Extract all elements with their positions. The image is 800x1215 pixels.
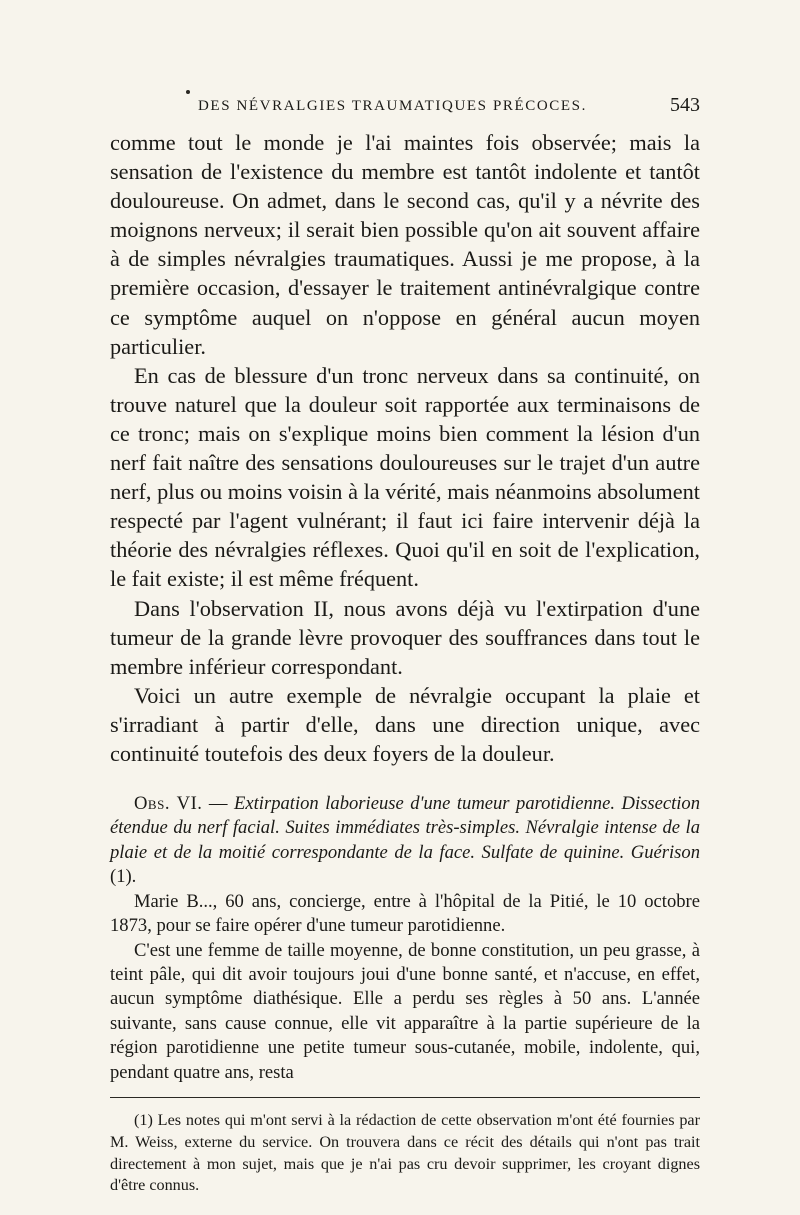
observation-dash: — xyxy=(202,793,235,815)
footnote-reference: (1). xyxy=(110,866,137,888)
book-page xyxy=(110,88,701,1195)
header-dot-mark xyxy=(186,90,190,94)
running-head xyxy=(110,94,700,128)
main-text xyxy=(110,128,700,768)
observation-paragraph-history: C'est une femme de taille moyenne, de bonne constitution, un peu grasse, à teint pâle, qui dit avoir toujours joui d'une bonne santé, et n'accuse, en effet, aucun symptôme diathésique. Elle a perdu ses règles à 50 ans. L'année suivante, sans cause connue, elle vit apparaître à la partie supérieure de la région parotidienne une petite tumeur sous-cutanée, mobile, indolente, qui, pendant quatre ans, resta xyxy=(110,939,700,1083)
footnote-text: (1) Les notes qui m'ont servi à la rédaction de cette observation m'ont été fournies par M. Weiss, externe du service. On trouvera dans ce récit des détails qui n'ont pas trait directement à mon sujet, mais que je n'ai pas cru devoir supprimer, les croyant dignes d'être connus. xyxy=(110,1110,700,1195)
observation-title: Extirpation laborieuse d'une tumeur parotidienne. Dissection étendue du nerf facial. Suites immédiates très-simples. Névralgie intense de la plaie et de la moitié correspondante de la face. Sulfate de quinine. Guérison xyxy=(110,793,701,863)
paragraph-observation-ii: Dans l'observation II, nous avons déjà vu l'extirpation d'une tumeur de la grande lèvre provoquer des souffrances dans tout le membre inférieur correspondant. xyxy=(110,595,700,679)
paragraph-nerve-trunk: En cas de blessure d'un tronc nerveux dans sa continuité, on trouve naturel que la douleur soit rapportée aux terminaisons de ce tronc; mais on s'explique moins bien comment la lésion d'un nerf fait naître des sensations douloureuses sur le trajet d'un autre nerf, plus ou moins voisin à la vérité, mais néanmoins absolument respecté par l'agent vulnérant; il faut ici faire intervenir déjà la théorie des névralgies réflexes. Quoi qu'il en soit de l'explication, le fait existe; il est même fréquent. xyxy=(110,362,700,592)
observation-section xyxy=(110,792,700,1085)
footnote-separator xyxy=(110,1097,700,1098)
observation-paragraph-admission: Marie B..., 60 ans, concierge, entre à l'hôpital de la Pitié, le 10 octobre 1873, pour se faire opérer d'une tumeur parotidienne. xyxy=(110,890,700,937)
observation-label: Obs. VI. xyxy=(134,793,203,815)
paragraph-another-example: Voici un autre exemple de névralgie occupant la plaie et s'irradiant à partir d'elle, dans une direction unique, avec continuité toutefois des deux foyers de la douleur. xyxy=(110,682,700,766)
page-number: 543 xyxy=(670,94,700,116)
paragraph-continuation: comme tout le monde je l'ai maintes fois observée; mais la sensation de l'existence du membre est tantôt indolente et tantôt douloureuse. On admet, dans le second cas, qu'il y a névrite des moignons nerveux; il serait bien possible qu'on ait souvent affaire à de simples névralgies traumatiques. Aussi je me propose, à la première occasion, d'essayer le traitement antinévralgique contre ce symptôme auquel on n'oppose en général aucun moyen particulier. xyxy=(110,130,700,359)
footnote xyxy=(110,1110,700,1197)
observation-heading xyxy=(110,792,700,890)
running-title: DES NÉVRALGIES TRAUMATIQUES PRÉCOCES. xyxy=(198,98,587,114)
